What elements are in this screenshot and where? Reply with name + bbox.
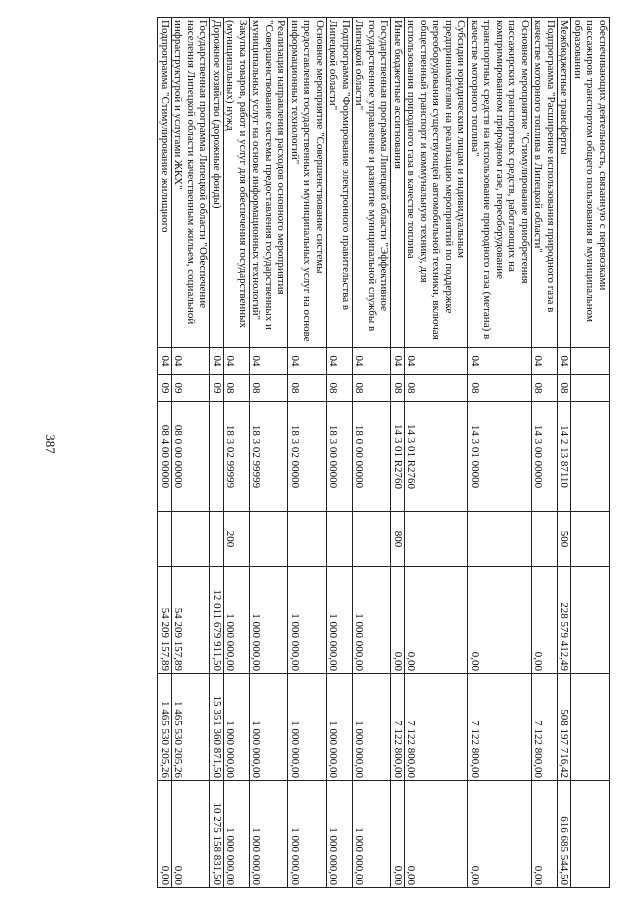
- row-subsection: 08: [391, 375, 405, 402]
- row-section: 04: [172, 348, 211, 375]
- table-row: [288, 18, 327, 888]
- row-section: [571, 348, 610, 375]
- row-section: 04: [288, 348, 327, 375]
- row-value-year2: 7 122 800,00: [468, 674, 532, 781]
- row-value-year2: 1 000 000,00: [327, 674, 353, 781]
- row-target-article: 14 3 01 R2760: [391, 402, 405, 512]
- row-value-year2: 1 000 000,00: [288, 674, 327, 781]
- row-target-article: 08 4 00 00000: [158, 402, 172, 512]
- row-subsection: 08: [532, 375, 558, 402]
- row-value-year1: 0,00: [391, 567, 405, 674]
- table-row: [210, 18, 224, 888]
- row-target-article: 14 3 01 R2760: [405, 402, 469, 512]
- row-expense-type: [532, 512, 558, 567]
- row-name: Государственная программа Липецкой области "Эффективное государственное управление и развитие муниципальной службы в Липецкой области": [353, 18, 392, 348]
- row-value-year2: 15 351 360 871,50: [210, 674, 224, 781]
- table-row: [558, 18, 572, 888]
- row-target-article: 18 3 00 00000: [327, 402, 353, 512]
- row-name: Подпрограмма "Расширение использования природного газа в качестве моторного топлива в Липецкой области": [532, 18, 558, 348]
- row-subsection: [571, 375, 610, 402]
- row-section: 04: [468, 348, 532, 375]
- row-subsection: 08: [327, 375, 353, 402]
- row-value-year3: 1 000 000,00: [288, 781, 327, 888]
- row-value-year1: 228 579 412,49: [558, 567, 572, 674]
- row-value-year1: 1 000 000,00: [353, 567, 392, 674]
- row-value-year1: 12 011 679 911,50: [210, 567, 224, 674]
- row-subsection: 08: [250, 375, 289, 402]
- row-value-year3: 0,00: [391, 781, 405, 888]
- row-target-article: [571, 402, 610, 512]
- row-section: 04: [327, 348, 353, 375]
- table-body: [158, 18, 610, 888]
- row-value-year3: 616 685 544,50: [558, 781, 572, 888]
- row-value-year2: 1 000 000,00: [224, 674, 250, 781]
- row-value-year2: 1 000 000,00: [353, 674, 392, 781]
- row-subsection: 09: [158, 375, 172, 402]
- row-value-year3: 1 000 000,00: [327, 781, 353, 888]
- table-row: [532, 18, 558, 888]
- row-section: 04: [158, 348, 172, 375]
- row-expense-type: [327, 512, 353, 567]
- row-value-year3: 0,00: [532, 781, 558, 888]
- row-subsection: 08: [353, 375, 392, 402]
- row-subsection: 08: [405, 375, 469, 402]
- row-value-year3: [571, 781, 610, 888]
- table-row: [353, 18, 392, 888]
- table-row: [172, 18, 211, 888]
- row-value-year3: 1 000 000,00: [224, 781, 250, 888]
- row-value-year3: 1 000 000,00: [353, 781, 392, 888]
- table-row: [571, 18, 610, 888]
- row-target-article: 08 0 00 00000: [172, 402, 211, 512]
- row-section: 04: [250, 348, 289, 375]
- row-name: Дорожное хозяйство (дорожные фонды): [210, 18, 224, 348]
- table-row: [468, 18, 532, 888]
- row-section: 04: [224, 348, 250, 375]
- row-expense-type: [210, 512, 224, 567]
- table-row: [391, 18, 405, 888]
- row-expense-type: [468, 512, 532, 567]
- row-value-year2: 508 197 716,42: [558, 674, 572, 781]
- row-subsection: 08: [558, 375, 572, 402]
- row-expense-type: 800: [391, 512, 405, 567]
- budget-table: [158, 17, 611, 888]
- row-name: Реализация направления расходов основного мероприятия "Совершенствование системы предоставления государственных и муниципальных услуг на основе информационных технологий": [250, 18, 289, 348]
- row-target-article: 14 3 01 00000: [468, 402, 532, 512]
- row-target-article: 18 3 02 00000: [288, 402, 327, 512]
- row-target-article: 18 3 02 99999: [224, 402, 250, 512]
- row-expense-type: 200: [224, 512, 250, 567]
- row-expense-type: [405, 512, 469, 567]
- row-expense-type: [571, 512, 610, 567]
- row-expense-type: [172, 512, 211, 567]
- row-name: обеспечивающих деятельность, связанную с перевозками пассажиров транспортом общего пользования в муниципальном образовании: [571, 18, 610, 348]
- row-target-article: 14 3 00 00000: [532, 402, 558, 512]
- row-section: 04: [532, 348, 558, 375]
- row-name: Закупка товаров, работ и услуг для обеспечения государственных (муниципальных) нужд: [224, 18, 250, 348]
- row-value-year3: 0,00: [158, 781, 172, 888]
- row-value-year3: 10 275 158 831,50: [210, 781, 224, 888]
- row-section: 04: [391, 348, 405, 375]
- row-value-year2: 7 122 800,00: [405, 674, 469, 781]
- row-value-year2: [571, 674, 610, 781]
- table-row: [327, 18, 353, 888]
- row-value-year3: 0,00: [405, 781, 469, 888]
- row-value-year2: 7 122 800,00: [391, 674, 405, 781]
- row-expense-type: 500: [558, 512, 572, 567]
- row-value-year1: 54 209 157,89: [172, 567, 211, 674]
- row-section: 04: [558, 348, 572, 375]
- row-section: 04: [353, 348, 392, 375]
- row-value-year1: 0,00: [468, 567, 532, 674]
- table-row: [250, 18, 289, 888]
- row-value-year2: 1 465 530 205,26: [172, 674, 211, 781]
- row-value-year3: 1 000 000,00: [250, 781, 289, 888]
- row-name: Подпрограмма "Стимулирование жилищного: [158, 18, 172, 348]
- row-name: Субсидии юридическим лицам и индивидуальным предпринимателям на реализацию мероприятий по поддержке переоборудования существующей автомобильной техники, включая общественный транспорт и коммунальную технику, для использования природного газа в качестве топлива: [405, 18, 469, 348]
- row-expense-type: [353, 512, 392, 567]
- row-value-year3: 0,00: [468, 781, 532, 888]
- row-subsection: 08: [224, 375, 250, 402]
- row-value-year1: 1 000 000,00: [288, 567, 327, 674]
- row-subsection: 08: [288, 375, 327, 402]
- row-name: Межбюджетные трансферты: [558, 18, 572, 348]
- row-value-year2: 1 000 000,00: [250, 674, 289, 781]
- rotated-table-container: [70, 17, 610, 887]
- row-value-year3: 0,00: [172, 781, 211, 888]
- row-name: Основное мероприятие "Стимулирование приобретения пассажирских транспортных средств, работающих на компримированном природном газе, переоборудование транспортных средств на использование природного газа (метана) в качестве моторного топлива": [468, 18, 532, 348]
- row-subsection: 09: [210, 375, 224, 402]
- row-subsection: 09: [172, 375, 211, 402]
- row-value-year1: 0,00: [405, 567, 469, 674]
- row-name: Иные бюджетные ассигнования: [391, 18, 405, 348]
- row-value-year2: 1 465 530 205,26: [158, 674, 172, 781]
- row-value-year1: [571, 567, 610, 674]
- row-value-year1: 0,00: [532, 567, 558, 674]
- row-value-year1: 1 000 000,00: [250, 567, 289, 674]
- row-value-year1: 1 000 000,00: [327, 567, 353, 674]
- table-row: [405, 18, 469, 888]
- row-target-article: 14 2 13 87110: [558, 402, 572, 512]
- row-section: 04: [210, 348, 224, 375]
- row-value-year2: 7 122 800,00: [532, 674, 558, 781]
- row-name: Подпрограмма "Формирование электронного правительства в Липецкой области": [327, 18, 353, 348]
- row-name: Основное мероприятие "Совершенствование системы предоставления государственных и муниципальных услуг на основе информационных технологий": [288, 18, 327, 348]
- page-number: 387: [43, 434, 58, 454]
- row-subsection: 08: [468, 375, 532, 402]
- row-expense-type: [288, 512, 327, 567]
- row-expense-type: [250, 512, 289, 567]
- row-name: Государственная программа Липецкой области "Обеспечение населения Липецкой области качественным жильем, социальной инфраструктурой и услугами ЖКХ": [172, 18, 211, 348]
- table-row: [158, 18, 172, 888]
- row-target-article: 18 3 02 99999: [250, 402, 289, 512]
- row-target-article: [210, 402, 224, 512]
- table-row: [224, 18, 250, 888]
- row-expense-type: [158, 512, 172, 567]
- row-value-year1: 54 209 157,89: [158, 567, 172, 674]
- row-section: 04: [405, 348, 469, 375]
- row-value-year1: 1 000 000,00: [224, 567, 250, 674]
- row-target-article: 18 0 00 00000: [353, 402, 392, 512]
